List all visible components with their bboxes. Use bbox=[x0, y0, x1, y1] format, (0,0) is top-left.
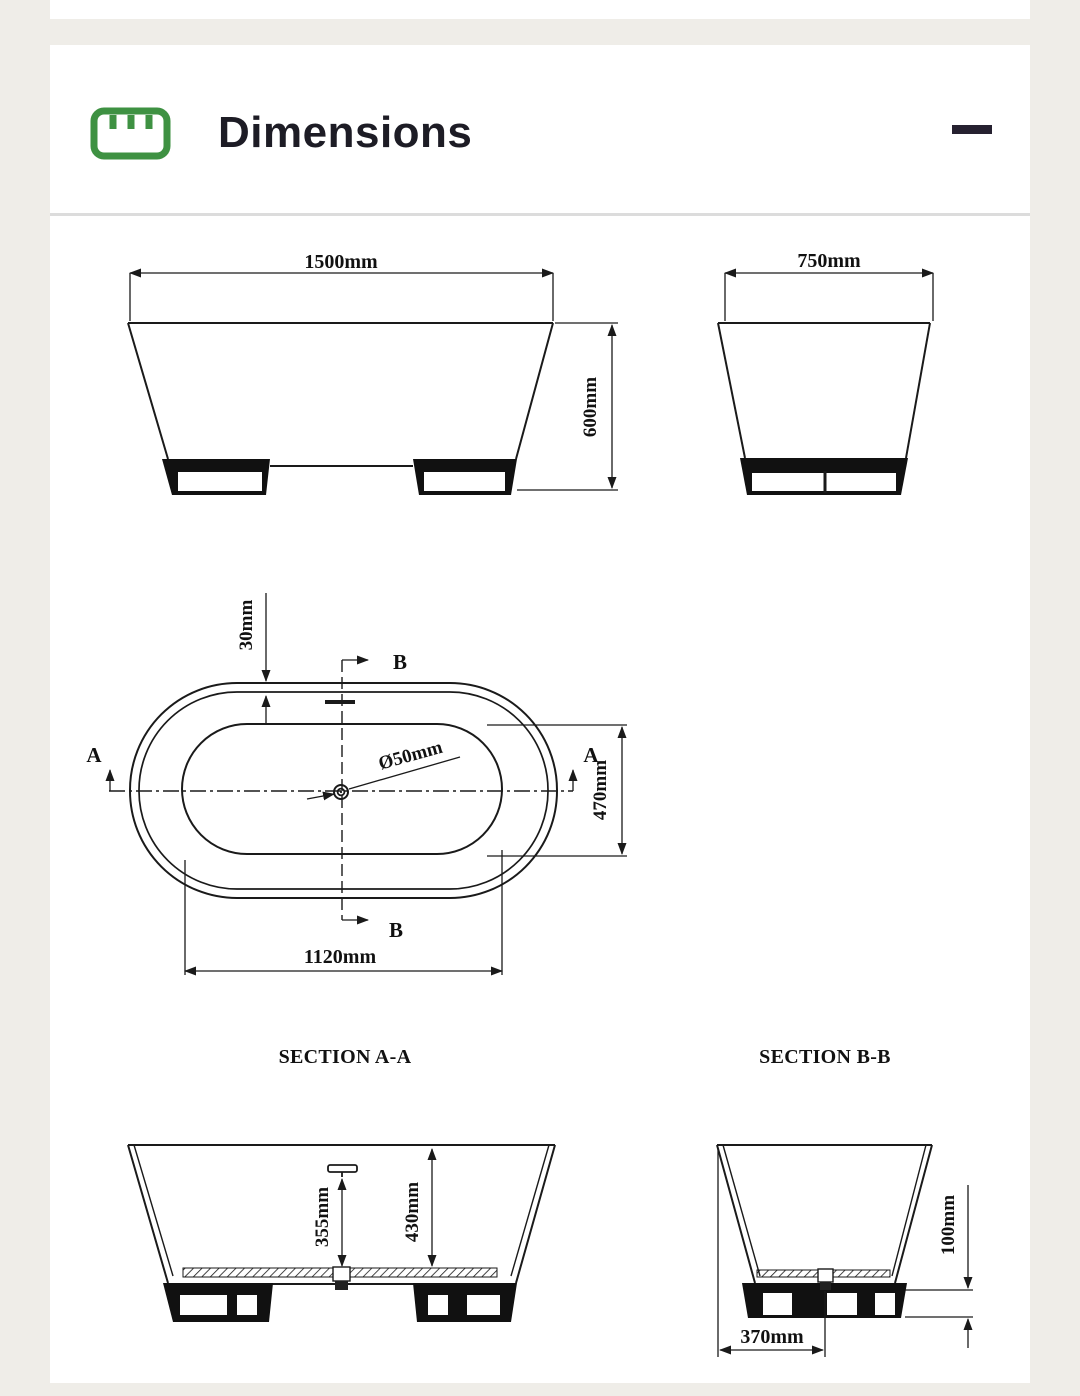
section-a-marker-right: A bbox=[583, 743, 599, 767]
section-aa-drawing bbox=[128, 1145, 555, 1322]
section-b-marker-top: B bbox=[392, 650, 408, 674]
drain-diameter-label: Ø50mm bbox=[376, 736, 445, 775]
top-width-label: 470mm bbox=[590, 759, 611, 821]
front-width-label: 1500mm bbox=[304, 251, 378, 273]
section-aa-title: SECTION A-A bbox=[278, 1046, 412, 1068]
side-view-drawing bbox=[718, 250, 933, 495]
rim-width-label: 30mm bbox=[236, 599, 257, 651]
section-bb-drawing bbox=[717, 1145, 973, 1357]
front-height-label: 600mm bbox=[580, 376, 601, 438]
section-b-marker-bottom: B bbox=[388, 918, 404, 942]
dimensions-card bbox=[50, 45, 1030, 1383]
top-view-drawing bbox=[86, 593, 627, 975]
section-bb-title: SECTION B-B bbox=[759, 1046, 891, 1068]
side-width-label: 750mm bbox=[797, 250, 861, 272]
section-a-marker-left: A bbox=[86, 743, 102, 767]
bb-base-width-label: 370mm bbox=[740, 1326, 804, 1348]
bb-base-height-label: 100mm bbox=[938, 1194, 959, 1256]
previous-card-bottom bbox=[50, 0, 1030, 19]
front-view-drawing bbox=[128, 251, 618, 495]
aa-inner-depth-label: 355mm bbox=[312, 1186, 333, 1248]
aa-outer-height-label: 430mm bbox=[402, 1181, 423, 1243]
technical-drawing bbox=[50, 45, 1030, 1383]
section-title: Dimensions bbox=[218, 108, 473, 157]
top-length-label: 1120mm bbox=[303, 946, 377, 968]
